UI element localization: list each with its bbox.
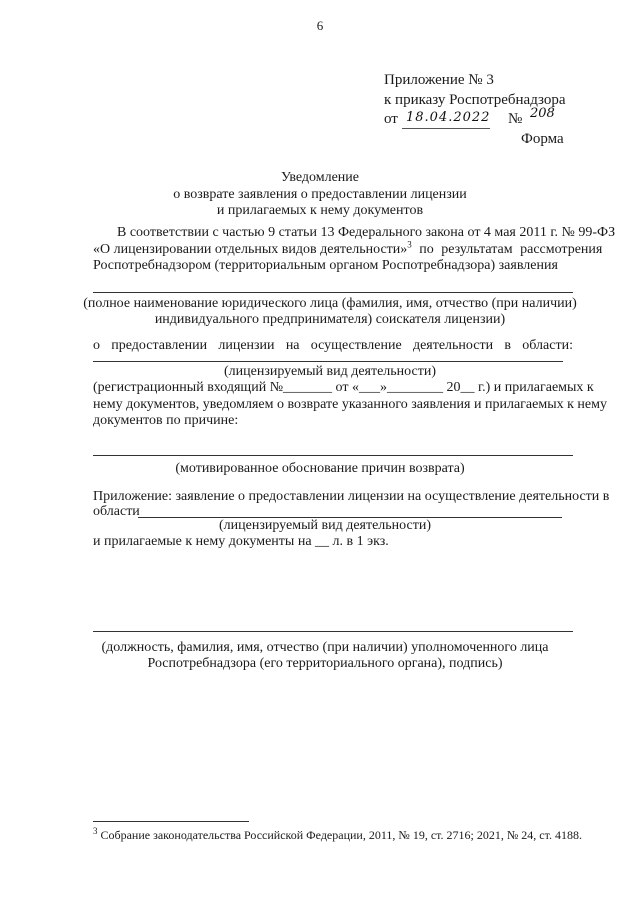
document-title-line3: и прилагаемых к нему документов [216,203,424,218]
signature-caption-1: (должность, фамилия, имя, отчество (при наличии) уполномоченного лица [101,640,549,655]
paragraph-3-line-3: документов по причине: [93,413,239,428]
attachment-activity-caption: (лицензируемый вид деятельности) [219,518,431,533]
applicant-caption-1: (полное наименование юридического лица (фамилия, имя, отчество (при наличии) [83,296,577,311]
paragraph-1-line-2: «О лицензировании отдельных видов деятельности»$^3$ по результатам рассмотрения [93,239,603,257]
page-number: 6 [316,18,324,33]
order-date-handwritten: 18.04.2022 [406,110,491,125]
attachment-line-2: области [93,504,140,519]
order-number-handwritten: 208 [530,106,555,121]
reason-caption: (мотивированное обоснование причин возврата) [175,461,465,476]
document-title-line2: о возврате заявления о предоставлении лицензии [173,187,467,202]
form-label: Форма [521,131,564,147]
document-title: Уведомление [280,170,359,185]
activity-type-line [93,361,563,362]
date-underline [402,128,490,129]
activity-area-line: о предоставлении лицензии на осуществление деятельности в области: [93,338,573,353]
paragraph-1-line-3: Роспотребнадзором (территориальным органом Роспотребнадзора) заявления [93,258,558,273]
appendix-title: Приложение № 3 [384,72,494,88]
attachment-line-3: и прилагаемые к нему документы на __ л. в 1 экз. [93,534,389,549]
paragraph-1-line-1: В соответствии с частью 9 статьи 13 Федерального закона от 4 мая 2011 г. № 99-ФЗ [117,225,616,240]
attachment-line-1: Приложение: заявление о предоставлении лицензии на осуществление деятельности в [93,489,610,504]
signature-line [93,631,573,632]
order-number-label: № [508,111,523,127]
reason-line [93,455,573,456]
paragraph-3-line-1: (регистрационный входящий №_______ от «___»________ 20__ г.) и прилагаемых к [93,380,594,395]
footnote-separator [93,821,249,822]
applicant-name-line [93,292,573,293]
footnote-mark: 3 [93,826,98,836]
applicant-caption-2: индивидуального предпринимателя) соискателя лицензии) [154,312,506,327]
footnote-reference: 3 [407,239,412,250]
activity-caption: (лицензируемый вид деятельности) [224,364,436,379]
footnote-text: $^3$ Собрание законодательства Российской Федерации, 2011, № 19, ст. 2716; 2021, № 24, ст. 4188. [93,826,582,842]
paragraph-3-line-2: нему документов, уведомляем о возврате указанного заявления и прилагаемых к нему [93,397,607,412]
order-date-label: от [384,111,398,127]
order-reference: к приказу Роспотребнадзора [384,92,566,108]
signature-caption-2: Роспотребнадзора (его территориального органа), подпись) [147,656,503,671]
